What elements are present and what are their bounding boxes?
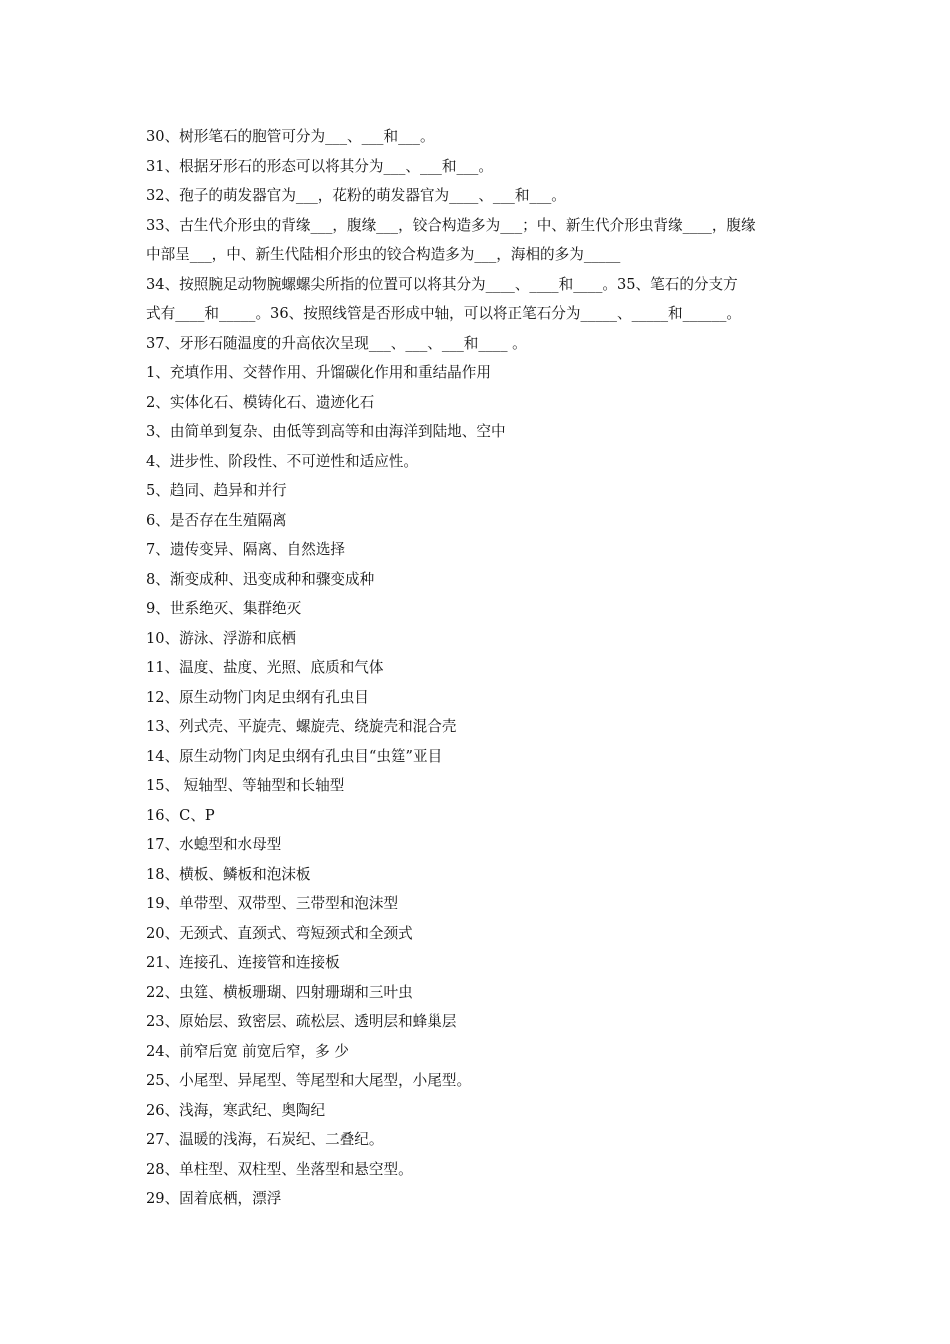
- answer-13: 13、列式壳、平旋壳、螺旋壳、绕旋壳和混合壳: [146, 718, 457, 735]
- answer-3: 3、由简单到复杂、由低等到高等和由海洋到陆地、空中: [146, 423, 506, 440]
- answer-25: 25、小尾型、异尾型、等尾型和大尾型，小尾型。: [146, 1072, 472, 1089]
- answer-14: 14、原生动物门肉足虫纲有孔虫目“虫筳”亚目: [146, 747, 443, 765]
- answer-1: 1、充填作用、交替作用、升馏碳化作用和重结晶作用: [146, 364, 491, 381]
- answer-8: 8、渐变成种、迅变成种和骤变成种: [146, 570, 375, 588]
- answer-23: 23、原始层、致密层、疏松层、透明层和蜂巢层: [146, 1013, 457, 1030]
- document-page: [146, 122, 812, 1214]
- answer-16: 16、C、P: [146, 806, 215, 824]
- question-32: 32、孢子的萌发器官为___，花粉的萌发器官为____、___和___。: [146, 187, 566, 204]
- answer-20: 20、无颈式、直颈式、弯短颈式和全颈式: [146, 924, 413, 942]
- answer-15: 15、 短轴型、等轴型和长轴型: [146, 777, 345, 794]
- answer-9: 9、世系绝灭、集群绝灭: [146, 600, 302, 617]
- question-33-line-2: 中部呈___，中、新生代陆相介形虫的铰合构造多为___，海相的多为_____: [146, 246, 621, 263]
- question-34-line-1: 34、按照腕足动物腕螺螺尖所指的位置可以将其分为____、____和____。35、笔石的分支方: [146, 275, 738, 293]
- answer-24: 24、前窄后宽 前宽后窄，多 少: [146, 1042, 349, 1060]
- questions-section: [146, 122, 812, 358]
- question-33-line-1: 33、古生代介形虫的背缘___，腹缘___，铰合构造多为___；中、新生代介形虫背缘____，腹缘: [146, 216, 756, 234]
- answer-28: 28、单柱型、双柱型、坐落型和悬空型。: [146, 1160, 413, 1178]
- question-31: 31、根据牙形石的形态可以将其分为___、___和___。: [146, 157, 493, 175]
- answer-4: 4、进步性、阶段性、不可逆性和适应性。: [146, 452, 418, 470]
- answer-12: 12、原生动物门肉足虫纲有孔虫目: [146, 688, 369, 706]
- answer-17: 17、水螅型和水母型: [146, 836, 282, 853]
- answers-section: [146, 358, 812, 1214]
- answer-27: 27、温暖的浅海，石炭纪、二叠纪。: [146, 1131, 384, 1148]
- answer-19: 19、单带型、双带型、三带型和泡沫型: [146, 895, 399, 912]
- answer-29: 29、固着底栖，漂浮: [146, 1190, 282, 1207]
- answer-21: 21、连接孔、连接管和连接板: [146, 954, 340, 971]
- answer-5: 5、趋同、趋异和并行: [146, 482, 287, 499]
- question-30: 30、树形笔石的胞管可分为___、___和___。: [146, 128, 435, 145]
- question-35-36-line: 式有____和_____。36、按照线管是否形成中轴，可以将正笔石分为_____、_____和______。: [146, 305, 742, 322]
- answer-2: 2、实体化石、模铸化石、遗迹化石: [146, 393, 375, 411]
- answer-11: 11、温度、盐度、光照、底质和气体: [146, 659, 384, 676]
- answer-18: 18、横板、鳞板和泡沫板: [146, 865, 311, 883]
- answer-26: 26、浅海，寒武纪、奥陶纪: [146, 1101, 326, 1119]
- answer-10: 10、游泳、浮游和底栖: [146, 629, 296, 647]
- answer-7: 7、遗传变异、隔离、自然选择: [146, 541, 346, 558]
- answer-6: 6、是否存在生殖隔离: [146, 511, 287, 529]
- answer-22: 22、虫筳、横板珊瑚、四射珊瑚和三叶虫: [146, 983, 413, 1001]
- question-37: 37、牙形石随温度的升高依次呈现___、___、___和____ 。: [146, 334, 527, 352]
